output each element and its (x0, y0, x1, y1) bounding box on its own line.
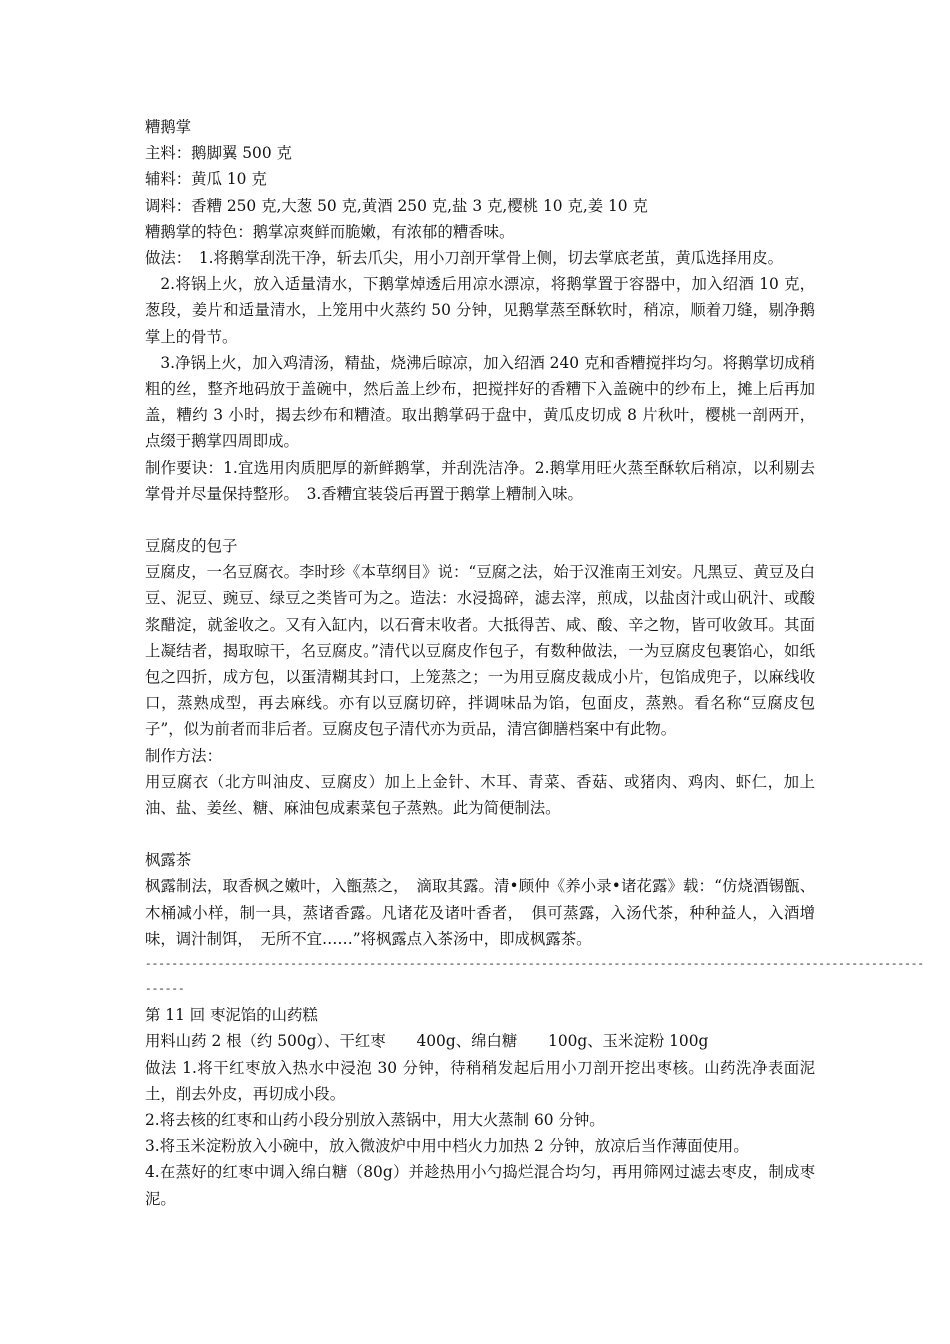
method-step: 做法 1.将干红枣放入热水中浸泡 30 分钟，待稍稍发起后用小刀剖开挖出枣核。山药洗净表面泥土，削去外皮，再切成小段。 (145, 1058, 815, 1103)
method-step: 3.将玉米淀粉放入小碗中，放入微波炉中用中档火力加热 2 分钟，放凉后当作薄面使用。 (145, 1137, 749, 1156)
recipe-title: 豆腐皮的包子 (145, 537, 238, 556)
feature-text: 糟鹅掌的特色：鹅掌凉爽鲜而脆嫩，有浓郁的糟香味。 (145, 222, 515, 241)
section-gap (145, 821, 815, 847)
section-gap (145, 507, 815, 533)
body-paragraph: 豆腐皮，一名豆腐衣。李时珍《本草纲目》说：“豆腐之法，始于汉淮南王刘安。凡黑豆、黄豆及白豆、泥豆、豌豆、绿豆之类皆可为之。造法：水浸捣碎，滤去滓，煎成，以盐卤汁或山矾汁、或酸浆醋淀，就釜收之。又有入缸内，以石膏末收者。大抵得苦、咸、酸、辛之物，皆可收敛耳。其面上凝结者，揭取晾干，名豆腐皮。”清代以豆腐皮作包子，有数种做法，一为豆腐皮包裹馅心，如纸包之四折，成方包，以蛋清糊其封口，上笼蒸之；一为用豆腐皮裁成小片，包馅成兜子，以麻线收口，蒸熟成型，再去麻线。亦有以豆腐切碎，拌调味品为馅，包面皮，蒸熟。看名称“豆腐皮包子”，似为前者而非后者。豆腐皮包子清代亦为贡品，清宫御膳档案中有此物。 (145, 563, 815, 739)
method-step: 4.在蒸好的红枣中调入绵白糖（80g）并趁热用小勺捣烂混合均匀，再用筛网过滤去枣皮，制成枣泥。 (145, 1163, 815, 1208)
aux-ingredient: 辅料：黄瓜 10 克 (145, 170, 267, 189)
recipe-title: 糟鹅掌 (145, 118, 192, 136)
method-step: 2.将锅上火，放入适量清水，下鹅掌焯透后用凉水漂凉，将鹅掌置于容器中，加入绍酒 10 克，葱段，姜片和适量清水，上笼用中火蒸约 50 分钟，见鹅掌蒸至酥软时，稍凉，顺着刀缝，剔净鹅掌上的骨节。 (145, 275, 815, 346)
recipe-title: 第 11 回 枣泥馅的山药糕 (145, 1006, 318, 1025)
divider-line-continued: ------ (145, 984, 185, 997)
body-paragraph: 枫露制法，取香枫之嫩叶，入甑蒸之， 滴取其露。清•顾仲《养小录•诸花露》载：“仿烧酒锡甑、木桶减小样，制一具，蒸诸香露。凡诸花及诸叶香者， 俱可蒸露，入汤代茶，种种益人，入酒增味，调汁制饵， 无所不宜……”将枫露点入茶汤中，即成枫露茶。 (145, 877, 815, 948)
method-step: 2.将去核的红枣和山药小段分别放入蒸锅中，用大火蒸制 60 分钟。 (145, 1110, 605, 1129)
method-text: 用豆腐衣（北方叫油皮、豆腐皮）加上上金针、木耳、青菜、香菇、或猪肉、鸡肉、虾仁，加上油、盐、姜丝、糖、麻油包成素菜包子蒸熟。此为简便制法。 (145, 772, 815, 818)
method-step: 做法： 1.将鹅掌刮洗干净，斩去爪尖，用小刀剖开掌骨上侧，切去掌底老茧，黄瓜选择用皮。 (145, 249, 784, 268)
method-step: 3.净锅上火，加入鸡清汤，精盐，烧沸后晾凉，加入绍酒 240 克和香糟搅拌均匀。将鹅掌切成稍粗的丝，整齐地码放于盖碗中，然后盖上纱布，把搅拌好的香糟下入盖碗中的纱布上，摊上后再加盖，糟约 3 小时，揭去纱布和糟渣。取出鹅掌码于盘中，黄瓜皮切成 8 片秋叶，樱桃一剖两开，点缀于鹅掌四周即成。 (145, 353, 815, 451)
divider-line: ---------------------------------------------------------------------------------------------------------------------- (145, 959, 924, 972)
main-ingredient: 主料：鹅脚翼 500 克 (145, 144, 292, 163)
ingredients-text: 用料山药 2 根（约 500g）、干红枣 400g、绵白糖 100g、玉米淀粉 100g (145, 1032, 709, 1051)
tips-text: 制作要诀：1.宜选用肉质肥厚的新鲜鹅掌，并刮洗洁净。2.鹅掌用旺火蒸至酥软后稍凉，以利剔去掌骨并尽量保持整形。 3.香糟宜装袋后再置于鹅掌上糟制入味。 (145, 458, 815, 503)
recipe-title: 枫露茶 (145, 851, 192, 870)
document-page (145, 114, 924, 1212)
seasoning: 调料：香糟 250 克,大葱 50 克,黄酒 250 克,盐 3 克,樱桃 10 克,姜 10 克 (145, 196, 648, 215)
method-label: 制作方法： (145, 746, 222, 765)
